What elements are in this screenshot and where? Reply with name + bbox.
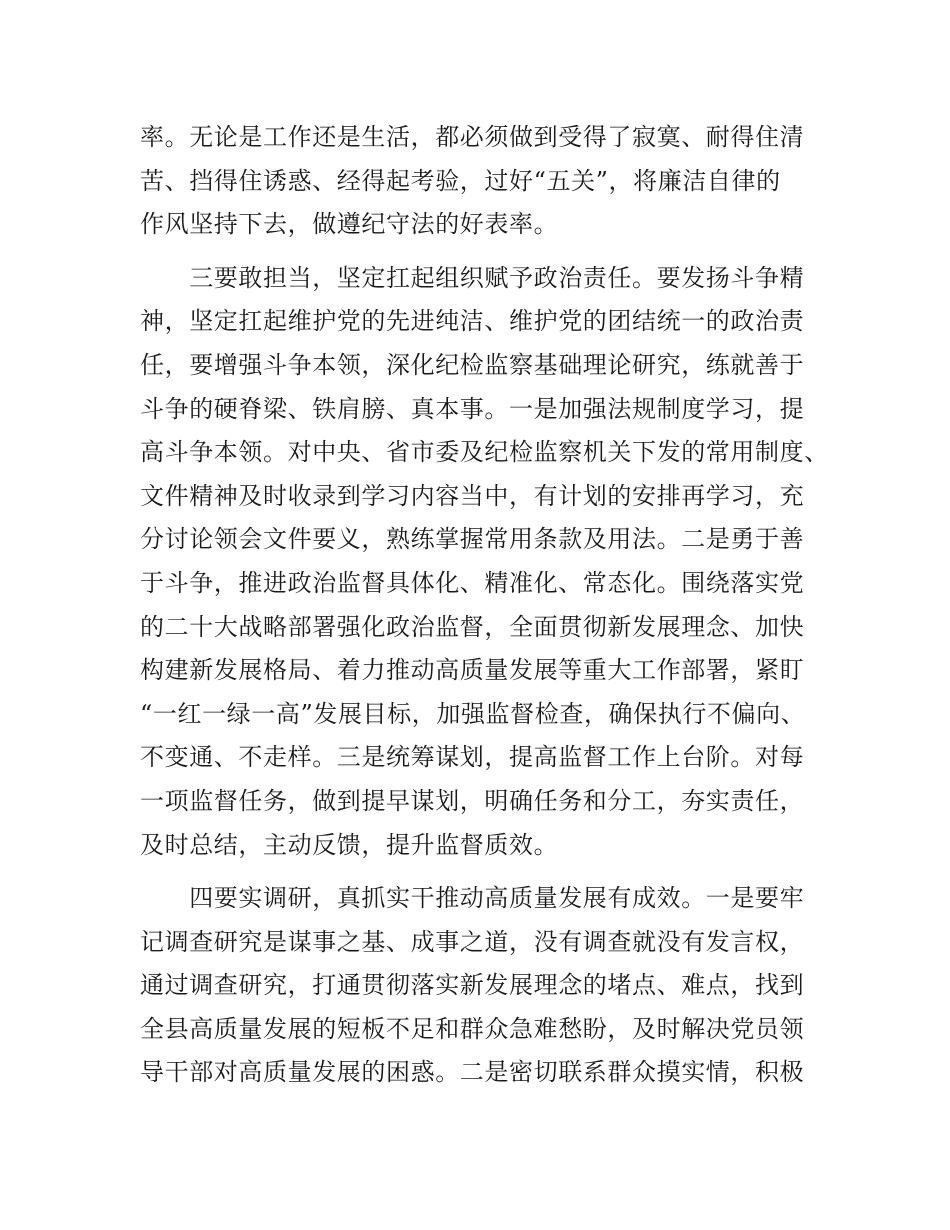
text-line: 记调查研究是谋事之基、成事之道，没有调查就没有发言权， [140, 927, 805, 956]
text-line: 一项监督任务，做到提早谋划，明确任务和分工，夯实责任， [140, 786, 805, 815]
text-line: “一红一绿一高”发展目标，加强监督检查，确保执行不偏向、 [140, 699, 806, 728]
text-line: 作风坚持下去，做遵纪守法的好表率。 [140, 210, 559, 239]
text-line: 不变通、不走样。三是统筹谋划，提高监督工作上台阶。对每 [140, 743, 805, 772]
text-line: 四要实调研，真抓实干推动高质量发展有成效。一是要牢 [140, 884, 805, 913]
text-line: 全县高质量发展的短板不足和群众急难愁盼，及时解决党员领 [140, 1014, 805, 1043]
text-line: 构建新发展格局、着力推动高质量发展等重大工作部署，紧盯 [140, 656, 805, 685]
text-line: 任，要增强斗争本领，深化纪检监察基础理论研究，练就善于 [140, 350, 805, 379]
text-line: 斗争的硬脊梁、铁肩膀、真本事。一是加强法规制度学习，提 [140, 394, 805, 423]
text-line: 通过调查研究，打通贯彻落实新发展理念的堵点、难点，找到 [140, 971, 805, 1000]
text-line: 导干部对高质量发展的困惑。二是密切联系群众摸实情，积极 [140, 1058, 805, 1087]
text-line: 神，坚定扛起维护党的先进纯洁、维护党的团结统一的政治责 [140, 307, 805, 336]
paragraph-point-four [140, 877, 820, 1095]
text-line: 苦、挡得住诱惑、经得起考验，过好“五关”，将廉洁自律的 [140, 166, 781, 195]
text-line: 于斗争，推进政治监督具体化、精准化、常态化。围绕落实党 [140, 568, 805, 597]
text-line: 文件精神及时收录到学习内容当中，有计划的安排再学习，充 [140, 481, 805, 510]
document-body [140, 116, 829, 1095]
paragraph-point-three [140, 257, 829, 867]
paragraph-continuation [140, 116, 820, 247]
text-line: 及时总结，主动反馈，提升监督质效。 [140, 830, 559, 859]
text-line: 的二十大战略部署强化政治监督，全面贯彻新发展理念、加快 [140, 612, 805, 641]
text-line: 三要敢担当，坚定扛起组织赋予政治责任。要发扬斗争精 [140, 263, 805, 292]
text-line: 高斗争本领。对中央、省市委及纪检监察机关下发的常用制度、 [140, 438, 829, 467]
text-line: 分讨论领会文件要义，熟练掌握常用条款及用法。二是勇于善 [140, 525, 805, 554]
text-line: 率。无论是工作还是生活，都必须做到受得了寂寞、耐得住清 [140, 123, 805, 151]
